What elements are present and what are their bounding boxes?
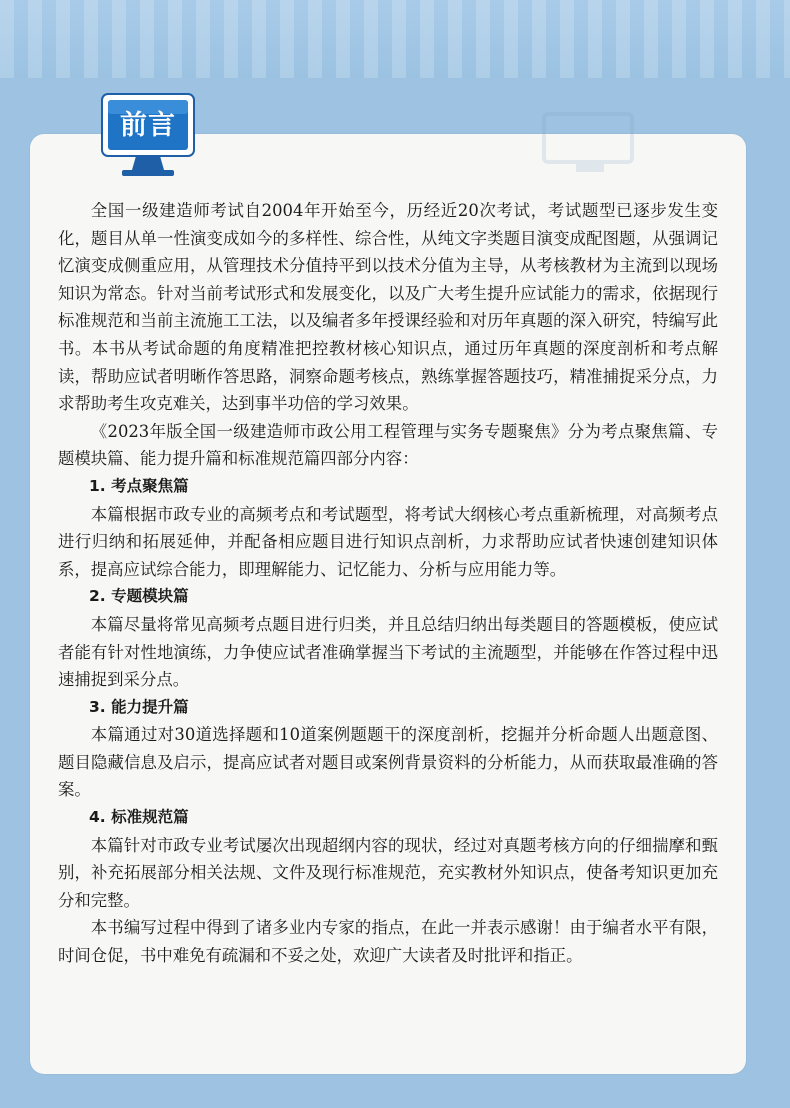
top-band (0, 0, 790, 78)
section-heading-3: 3. 能力提升篇 (89, 697, 189, 716)
section-body-1: 本篇根据市政专业的高频考点和考试题型，将考试大纲核心考点重新梳理，对高频考点进行归纳和拓展延伸，并配备相应题目进行知识点剖析，力求帮助应试者快速创建知识体系，提高应试综合能力，即理解能力、记忆能力、分析与应用能力等。 (58, 504, 718, 579)
preface-title: 前言 (120, 110, 176, 141)
preface-body (58, 197, 718, 970)
section-heading-4: 4. 标准规范篇 (89, 808, 189, 827)
intro-paragraph-2: 《2023年版全国一级建造师市政公用工程管理与实务专题聚焦》分为考点聚焦篇、专题模块篇、能力提升篇和标准规范篇四部分内容： (58, 421, 718, 469)
section-body-3: 本篇通过对30道选择题和10道案例题题干的深度剖析，挖掘并分析命题人出题意图、题目隐藏信息及启示，提高应试者对题目或案例背景资料的分析能力，从而获取最准确的答案。 (58, 725, 718, 800)
section-heading-2: 2. 专题模块篇 (89, 587, 189, 606)
closing-paragraph: 本书编写过程中得到了诸多业内专家的指点，在此一并表示感谢！由于编者水平有限，时间仓促，书中难免有疏漏和不妥之处，欢迎广大读者及时批评和指正。 (58, 918, 718, 966)
section-body-4: 本篇针对市政专业考试屡次出现超纲内容的现状，经过对真题考核方向的仔细揣摩和甄别，补充拓展部分相关法规、文件及现行标准规范，充实教材外知识点，使备考知识更加充分和完整。 (58, 835, 718, 910)
ghost-monitor-icon (536, 108, 646, 178)
section-body-2: 本篇尽量将常见高频考点题目进行归类，并且总结归纳出每类题目的答题模板，使应试者能有针对性地演练，力争使应试者准确掌握当下考试的主流题型，并能够在作答过程中迅速捕捉到采分点。 (58, 614, 718, 690)
preface-badge (100, 92, 196, 180)
intro-paragraph-1: 全国一级建造师考试自2004年开始至今，历经近20次考试，考试题型已逐步发生变化，题目从单一性演变成如今的多样性、综合性，从纯文字类题目演变成配图题，从强调记忆演变成侧重应用，从管理技术分值持平到以技术分值为主导，从考核教材为主流到以现场知识为常态。针对当前考试形式和发展变化，以及广大考生提升应试能力的需求，依据现行标准规范和当前主流施工工法，以及编者多年授课经验和对历年真题的深入研究，特编写此书。本书从考试命题的角度精准把控教材核心知识点，通过历年真题的深度剖析和考点解读，帮助应试者明晰作答思路，洞察命题考核点，熟练掌握答题技巧，精准捕捉采分点，力求帮助考生攻克难关，达到事半功倍的学习效果。 (58, 201, 718, 414)
section-heading-1: 1. 考点聚焦篇 (89, 476, 189, 495)
